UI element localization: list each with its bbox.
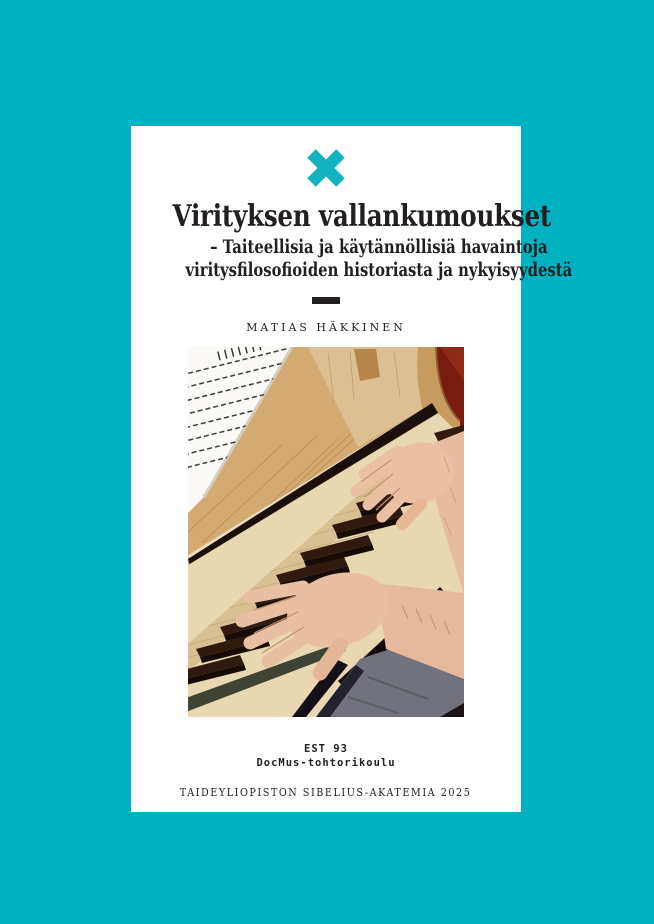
publisher-row	[131, 781, 521, 800]
doctoral-school: DocMus-tohtorikoulu	[256, 757, 396, 769]
x-mark-logo-icon	[307, 152, 345, 184]
subtitle-line-1: – Taiteellisia ja käytännöllisiä havaintoja	[210, 236, 548, 258]
author-name: MATIAS HÄKKINEN	[246, 320, 406, 334]
author-row	[131, 316, 521, 335]
series-row	[131, 742, 521, 770]
publisher-line: TAIDEYLIOPISTON SIBELIUS-AKATEMIA 2025	[180, 785, 472, 799]
subtitle-line-2: viritysfilosofioiden historiasta ja nykyisyydestä	[185, 258, 573, 281]
book-subtitle	[186, 236, 573, 281]
subtitle-row	[131, 236, 573, 281]
harpsichord-photo-illustration	[188, 347, 464, 717]
cover-photo-harpsichord-hands	[188, 347, 464, 717]
divider-bar	[312, 297, 340, 304]
book-title: Virityksen vallankumoukset	[172, 199, 552, 234]
series-block	[256, 742, 395, 770]
title-row	[131, 199, 552, 234]
cover-card	[131, 126, 573, 812]
series-number: EST 93	[304, 743, 348, 755]
